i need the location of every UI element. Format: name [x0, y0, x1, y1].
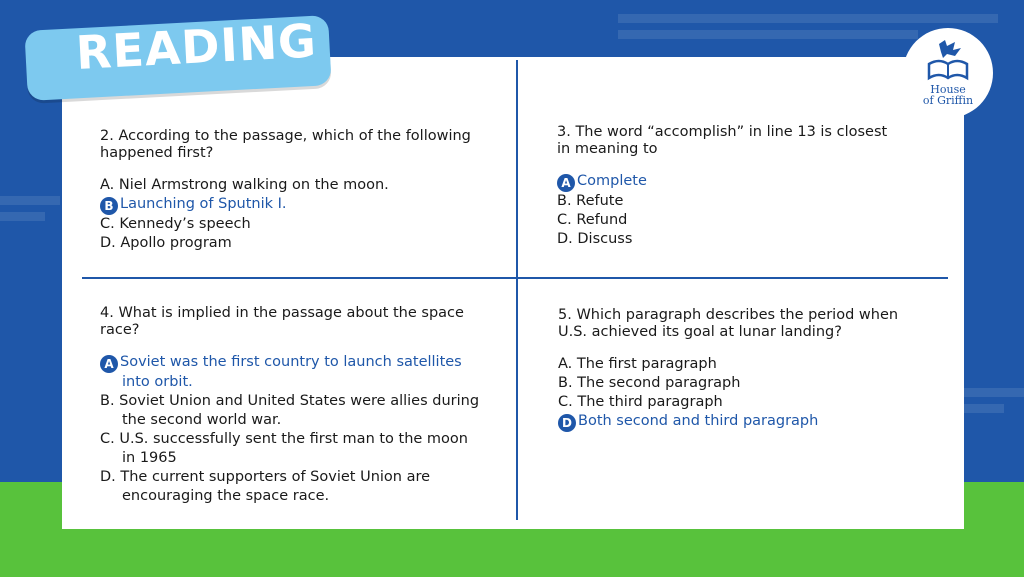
option-text: Complete	[577, 173, 647, 189]
option-a-continued[interactable]: into orbit.	[122, 374, 193, 390]
option-text: Launching of Sputnik I.	[120, 196, 287, 212]
background-stripe	[0, 212, 45, 221]
option-b-continued[interactable]: the second world war.	[122, 412, 282, 428]
stem-line: U.S. achieved its goal at lunar landing?	[558, 324, 842, 340]
option-d[interactable]: D. Apollo program	[100, 235, 232, 251]
stem-line: race?	[100, 322, 140, 338]
option-a-selected[interactable]	[557, 172, 887, 192]
option-a-selected[interactable]	[100, 353, 479, 373]
answer-marker-icon: B	[100, 197, 118, 215]
option-a[interactable]: A. The first paragraph	[558, 356, 717, 372]
background-stripe	[964, 388, 1024, 397]
option-d[interactable]: D. The current supporters of Soviet Union are	[100, 469, 431, 485]
logo-text-line1: House	[930, 83, 966, 96]
vertical-divider	[516, 60, 518, 520]
option-b[interactable]: B. Refute	[557, 193, 624, 209]
question-stem	[100, 128, 471, 162]
background-stripe	[618, 14, 998, 23]
option-d-continued[interactable]: encouraging the space race.	[122, 488, 330, 504]
answer-marker-icon: A	[100, 355, 118, 373]
stem-line: happened first?	[100, 145, 214, 161]
stem-line: 4. What is implied in the passage about the space	[100, 305, 464, 321]
question-3	[557, 124, 887, 249]
stem-line: 3. The word “accomplish” in line 13 is closest	[557, 124, 888, 140]
option-c-continued[interactable]: in 1965	[122, 450, 177, 466]
answer-marker-icon: D	[558, 414, 576, 432]
horizontal-divider	[82, 277, 948, 279]
option-text: Soviet was the first country to launch satellites	[120, 354, 462, 370]
option-b-selected[interactable]	[100, 195, 471, 215]
background-stripe	[964, 404, 1004, 413]
option-b[interactable]: B. Soviet Union and United States were allies during	[100, 393, 480, 409]
question-5	[558, 307, 898, 432]
option-d-selected[interactable]	[558, 412, 898, 432]
question-stem	[100, 305, 479, 339]
answer-marker-icon: A	[557, 174, 575, 192]
griffin-book-icon	[925, 38, 971, 82]
option-c[interactable]: C. Kennedy’s speech	[100, 216, 251, 232]
question-stem	[557, 124, 887, 158]
stem-line: 2. According to the passage, which of the following	[100, 128, 471, 144]
stem-line: in meaning to	[557, 141, 658, 157]
background-stripe	[0, 196, 60, 205]
option-c[interactable]: C. U.S. successfully sent the first man to the moon	[100, 431, 468, 447]
stem-line: 5. Which paragraph describes the period when	[558, 307, 899, 323]
option-a[interactable]: A. Niel Armstrong walking on the moon.	[100, 177, 389, 193]
option-b[interactable]: B. The second paragraph	[558, 375, 741, 391]
logo-text-line2: of Griffin	[922, 94, 974, 107]
question-2	[100, 128, 471, 253]
option-d[interactable]: D. Discuss	[557, 231, 633, 247]
option-text: Both second and third paragraph	[578, 413, 819, 429]
question-4	[100, 305, 479, 506]
background-stripe	[618, 30, 918, 39]
house-of-griffin-logo	[903, 28, 993, 118]
question-stem	[558, 307, 898, 341]
banner-title: READING	[74, 13, 319, 80]
option-c[interactable]: C. The third paragraph	[558, 394, 723, 410]
option-c[interactable]: C. Refund	[557, 212, 628, 228]
